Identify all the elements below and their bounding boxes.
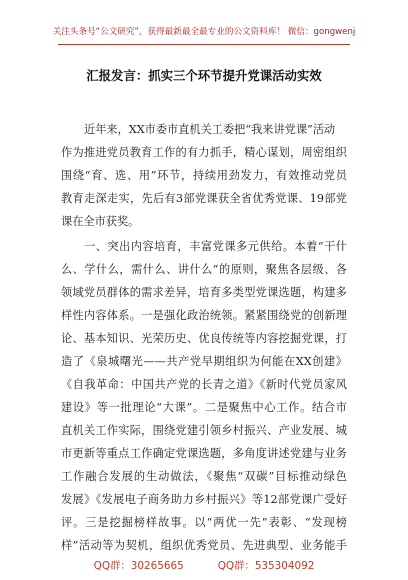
body-line: 样”活动等为契机，组织优秀党员、先进典型、业务能手 (61, 539, 347, 552)
document-title: 汇报发言：抓实三个环节提升党课活动实效 (86, 68, 322, 83)
body-line: 论、基本知识、光荣历史、优良传统等内容挖掘党课，打 (61, 332, 347, 345)
body-line: 领域党员群体的需求差异，培育多类型党课选题，构建多 (61, 286, 347, 299)
body-line: 作为推进党员教育工作的有力抓手，精心谋划，周密组织 (61, 146, 347, 159)
qq-group-1: QQ群：30265665 (93, 560, 184, 572)
header-notice: 关注头条号“公文研究”，获得最新最全最专业的公文资料库！ 微信：gongwenj (52, 27, 356, 37)
body-line: 发展》《发展电子商务助力乡村振兴》等12部党课广受好 (61, 493, 347, 506)
qq-group-2: QQ群：535304092 (217, 560, 315, 572)
header-divider (58, 44, 350, 45)
body-line: 工作融合发展的生动做法，《聚焦“双碳”目标推动绿色 (61, 470, 347, 483)
body-line: 评。三是挖掘榜样故事。以“两优一先”表彰、“发现榜 (61, 516, 347, 529)
body-line: 一、突出内容培育，丰富党课多元供给。本着“干什 (84, 240, 347, 253)
body-line: 课在全市获奖。 (61, 215, 140, 228)
body-line: 教育走深走实，先后有3部党课获全省优秀党课、19部党 (61, 192, 347, 205)
body-line: 直机关工作实际，围绕党建引领乡村振兴、产业发展、城 (61, 424, 347, 437)
body-line: 样性内容体系。一是强化政治统领。紧紧围绕党的创新理 (61, 309, 347, 322)
body-line: 近年来，XX市委市直机关工委把“我来讲党课”活动 (84, 123, 336, 136)
footer-contact (0, 557, 408, 572)
body-line: 造了《泉城曙光——共产党早期组织为何能在XX创建》 (61, 355, 347, 368)
body-line: 市更新等重点工作确定党课选题，多角度讲述党建与业务 (61, 447, 347, 460)
body-line: 建设》等一批理论“大课”。二是聚焦中心工作。结合市 (61, 401, 347, 414)
body-line: 么、学什么，需什么、讲什么”的原则，聚焦各层级、各 (61, 263, 347, 276)
body-line: 围绕“育、选、用”环节，持续用劲发力，有效推动党员 (61, 169, 347, 182)
body-line: 《自我革命：中国共产党的长青之道》《新时代党员家风 (61, 378, 347, 391)
